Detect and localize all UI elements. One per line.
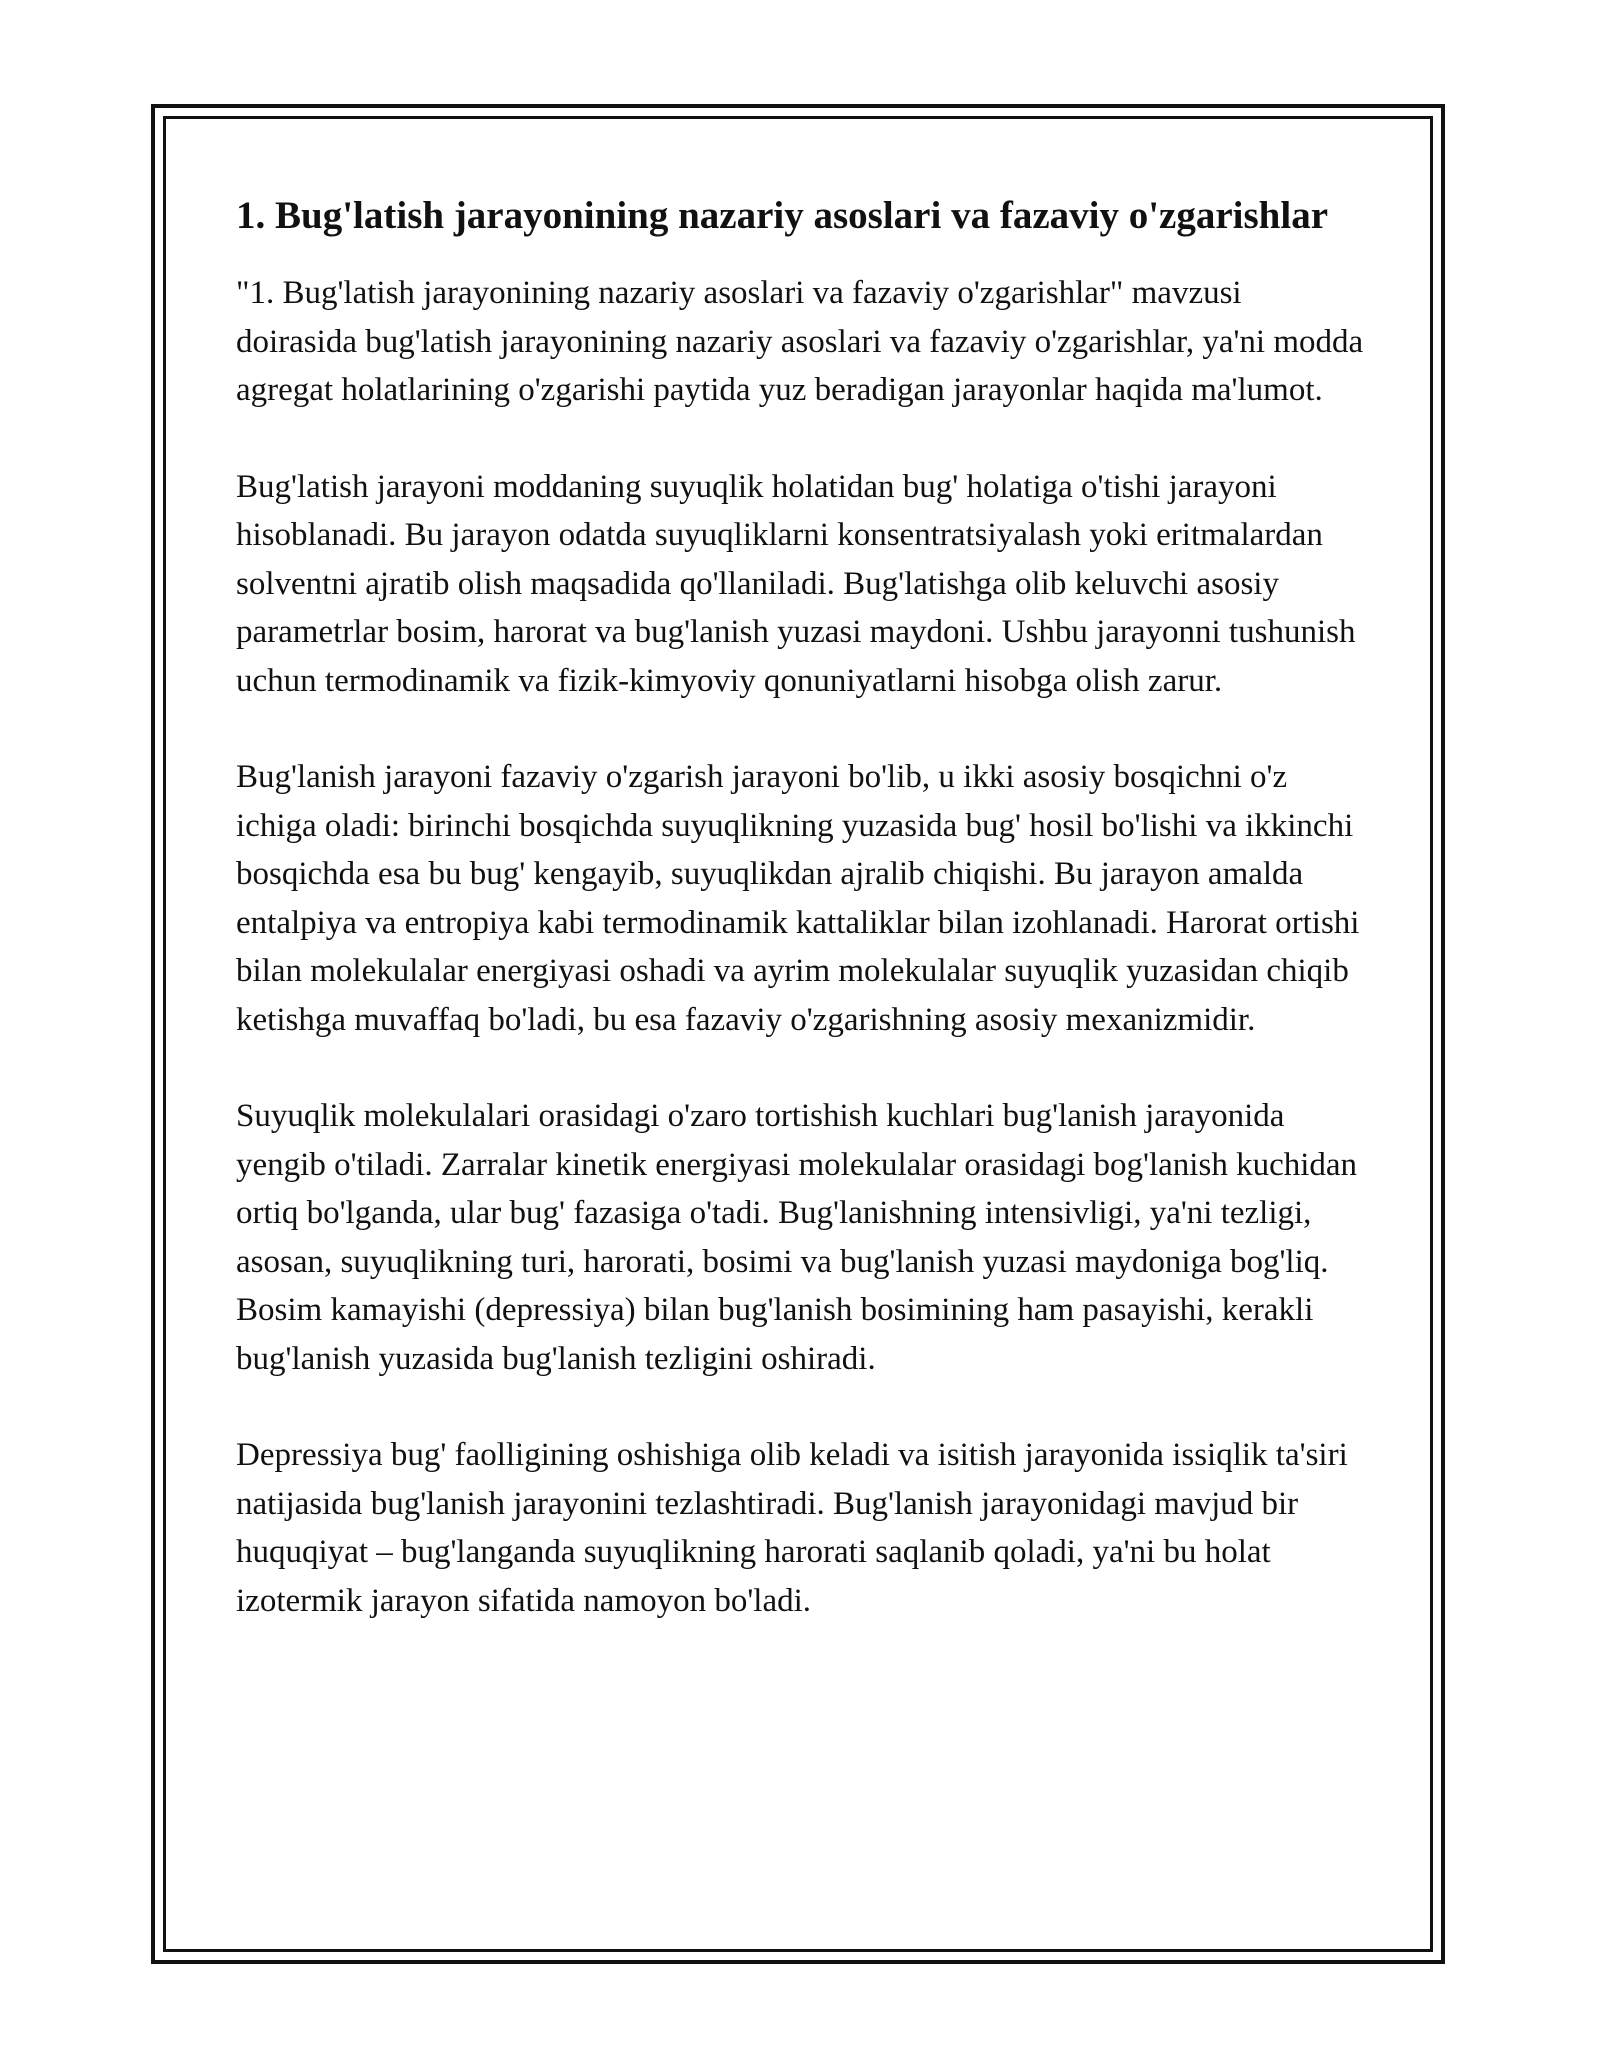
section-title: 1. Bug'latish jarayonining nazariy asoslari va fazaviy o'zgarishlar [236,194,1329,237]
document-content [236,188,1366,1673]
paragraph-intro: "1. Bug'latish jarayonining nazariy asoslari va fazaviy o'zgarishlar" mavzusi doirasida bug'latish jarayonining nazariy asoslari va fazaviy o'zgarishlar, ya'ni modda agregat holatlarining o'zgarishi paytida yuz beradigan jarayonlar haqida ma'lumot. [236,275,1364,408]
paragraph-molecular-forces: Suyuqlik molekulalari orasidagi o'zaro tortishish kuchlari bug'lanish jarayonida yengib o'tiladi. Zarralar kinetik energiyasi molekulalar orasidagi bog'lanish kuchidan ortiq bo'lganda, ular bug' fazasiga o'tadi. Bug'lanishning intensivligi, ya'ni tezligi, asosan, suyuqlikning turi, harorati, bosimi va bug'lanish yuzasi maydoniga bog'liq. Bosim kamayishi (depressiya) bilan bug'lanish bosimining ham pasayishi, kerakli bug'lanish yuzasida bug'lanish tezligini oshiradi. [236,1098,1358,1377]
paragraph-depression: Depressiya bug' faolligining oshishiga olib keladi va isitish jarayonida issiqlik ta'siri natijasida bug'lanish jarayonini tezlashtiradi. Bug'lanish jarayonidagi mavjud bir huquqiyat – bug'langanda suyuqlikning harorati saqlanib qoladi, ya'ni bu holat izotermik jarayon sifatida namoyon bo'ladi. [236,1437,1348,1619]
paragraph-phase-change: Bug'lanish jarayoni fazaviy o'zgarish jarayoni bo'lib, u ikki asosiy bosqichni o'z ichiga oladi: birinchi bosqichda suyuqlikning yuzasida bug' hosil bo'lishi va ikkinchi bosqichda esa bu bug' kengayib, suyuqlikdan ajralib chiqishi. Bu jarayon amalda entalpiya va entropiya kabi termodinamik kattaliklar bilan izohlanadi. Harorat ortishi bilan molekulalar energiyasi oshadi va ayrim molekulalar suyuqlik yuzasidan chiqib ketishga muvaffaq bo'ladi, bu esa fazaviy o'zgarishning asosiy mexanizmidir. [236,759,1360,1038]
paragraph-evaporation-definition: Bug'latish jarayoni moddaning suyuqlik holatidan bug' holatiga o'tishi jarayoni hisoblanadi. Bu jarayon odatda suyuqliklarni konsentratsiyalash yoki eritmalardan solventni ajratib olish maqsadida qo'llaniladi. Bug'latishga olib keluvchi asosiy parametrlar bosim, harorat va bug'lanish yuzasi maydoni. Ushbu jarayonni tushunish uchun termodinamik va fizik-kimyoviy qonuniyatlarni hisobga olish zarur. [236,468,1356,699]
